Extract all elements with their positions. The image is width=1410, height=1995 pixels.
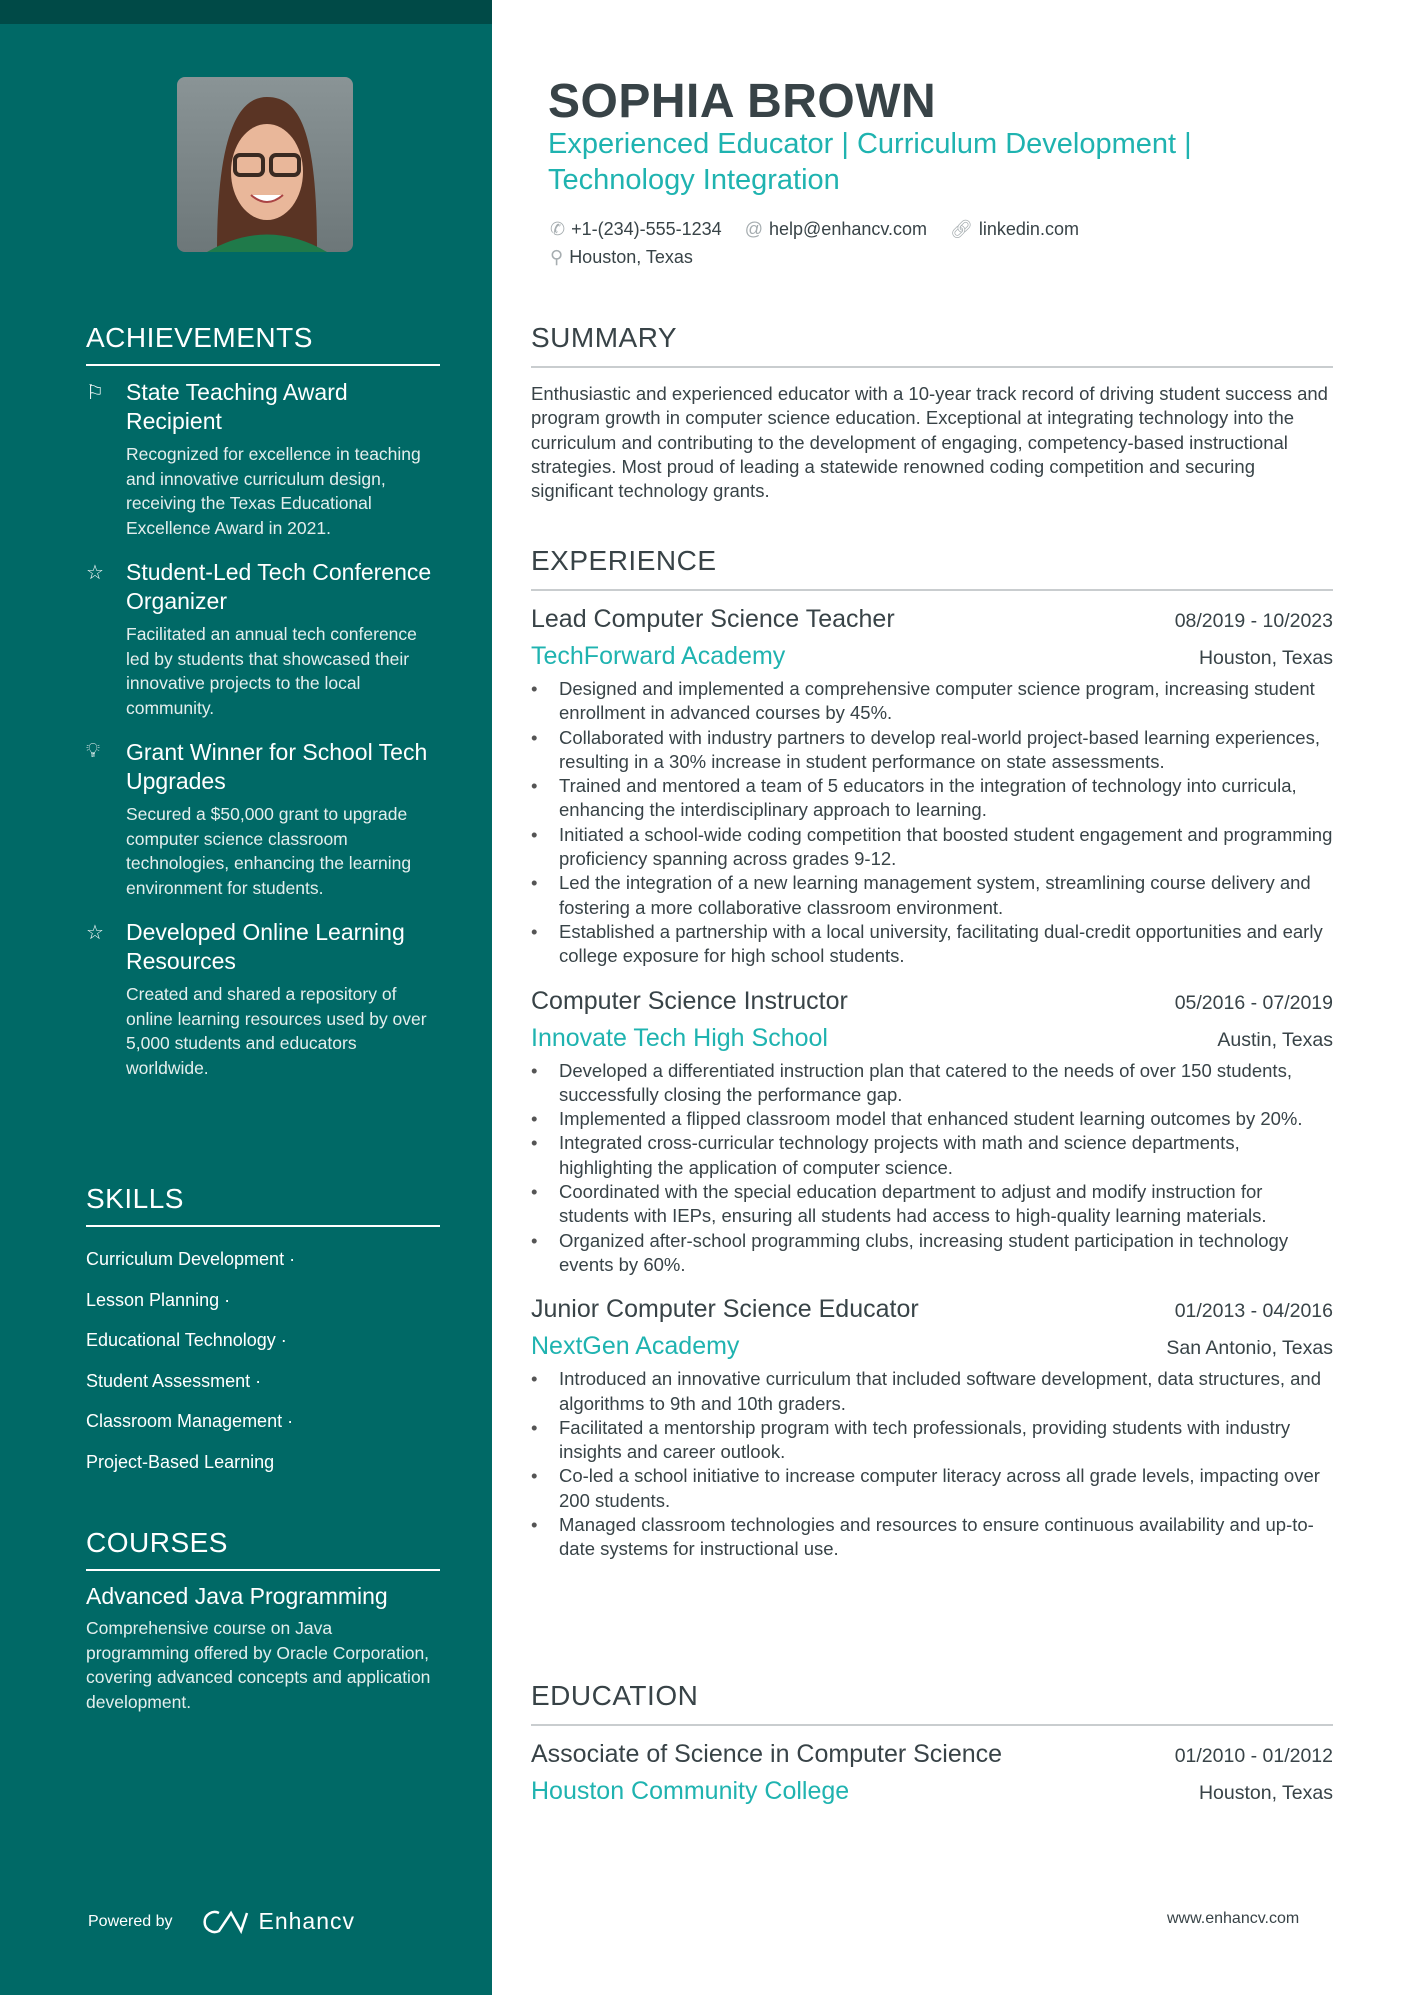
courses-section bbox=[86, 1527, 440, 1714]
skill-item: Classroom Management · bbox=[86, 1411, 294, 1431]
experience-heading: EXPERIENCE bbox=[531, 545, 1333, 591]
email[interactable] bbox=[745, 219, 927, 239]
job-bullet: • Developed a differentiated instruction plan that catered to the needs of over 150 students, successfully closing the performance gap. bbox=[531, 1059, 1333, 1108]
skills-section bbox=[86, 1183, 440, 1492]
enhancv-logo-icon bbox=[201, 1909, 249, 1935]
achievement-description: Secured a $50,000 grant to upgrade computer science classroom technologies, enhancing the learning environment for students. bbox=[126, 804, 412, 898]
job-location: San Antonio, Texas bbox=[1166, 1337, 1333, 1360]
company-name: TechForward Academy bbox=[531, 642, 786, 670]
summary-section bbox=[531, 322, 1333, 503]
job-bullets bbox=[531, 1059, 1333, 1278]
achievement-description: Created and shared a repository of online learning resources used by over 5,000 students and educators worldwide. bbox=[126, 984, 427, 1078]
job-bullet: • Trained and mentored a team of 5 educators in the integration of technology into curricula, enhancing the interdisciplinary approach to learning. bbox=[531, 774, 1333, 823]
job-bullet: • Organized after-school programming clubs, increasing student participation in technology events by 60%. bbox=[531, 1229, 1333, 1278]
summary-heading: SUMMARY bbox=[531, 322, 1333, 368]
candidate-name: SOPHIA BROWN bbox=[548, 75, 937, 128]
skill-item: Educational Technology · bbox=[86, 1330, 287, 1350]
skill-item: Project-Based Learning bbox=[86, 1451, 275, 1472]
link-text: linkedin.com bbox=[978, 219, 1079, 239]
achievement-item bbox=[86, 918, 440, 1080]
company-name: Innovate Tech High School bbox=[531, 1023, 828, 1052]
contact-info bbox=[550, 215, 1330, 271]
education-heading: EDUCATION bbox=[531, 1680, 1333, 1726]
powered-by-label: Powered by bbox=[88, 1912, 173, 1930]
job-bullet: • Collaborated with industry partners to develop real-world project-based learning experiences, resulting in a 30% increase in student performance on state assessments. bbox=[531, 726, 1333, 775]
job-bullet: • Coordinated with the special education department to adjust and modify instruction for students with IEPs, ensuring all students had access to high-quality learning materials. bbox=[531, 1180, 1333, 1229]
achievement-title: Student-Led Tech Conference Organizer bbox=[126, 559, 432, 614]
job-title: Computer Science Instructor bbox=[531, 986, 848, 1015]
phone-icon: ✆ bbox=[550, 219, 566, 239]
location bbox=[550, 247, 693, 267]
profile-photo bbox=[177, 77, 353, 252]
job-bullet: • Established a partnership with a local university, facilitating dual-credit opportunities and early college exposure for high school students. bbox=[531, 920, 1333, 969]
job-location: Houston, Texas bbox=[1198, 647, 1333, 669]
degree: Associate of Science in Computer Science bbox=[531, 1740, 1003, 1768]
website-link[interactable]: www.enhancv.com bbox=[1167, 1910, 1300, 1927]
link-icon: 🔗︎ bbox=[950, 219, 973, 239]
job-bullet: • Designed and implemented a comprehensive computer science program, increasing student enrollment in advanced courses by 45%. bbox=[531, 677, 1333, 726]
location-text: Houston, Texas bbox=[569, 247, 693, 267]
education-section bbox=[531, 1680, 1333, 1806]
achievement-title: Grant Winner for School Tech Upgrades bbox=[126, 739, 428, 794]
job-bullet: • Facilitated a mentorship program with tech professionals, providing students with industry insights and career outlook. bbox=[531, 1416, 1333, 1465]
job-bullets bbox=[531, 1367, 1333, 1561]
achievement-title: State Teaching Award Recipient bbox=[126, 379, 348, 434]
star-icon: ☆ bbox=[86, 562, 104, 584]
job-bullet: • Led the integration of a new learning management system, streamlining course delivery and fostering a more collaborative classroom environment. bbox=[531, 871, 1333, 920]
job-bullet: • Managed classroom technologies and resources to ensure continuous availability and up-to-date systems for instructional use. bbox=[531, 1513, 1333, 1562]
job-location: Austin, Texas bbox=[1217, 1028, 1333, 1051]
at-icon: @ bbox=[744, 219, 763, 239]
school: Houston Community College bbox=[531, 1777, 850, 1805]
skill-item: Curriculum Development · bbox=[86, 1249, 296, 1269]
location-pin-icon: ⚲ bbox=[550, 247, 564, 267]
phone[interactable] bbox=[550, 219, 722, 239]
job-title: Lead Computer Science Teacher bbox=[531, 605, 895, 633]
sidebar-top-band bbox=[0, 0, 492, 24]
job-dates: 01/2013 - 04/2016 bbox=[1174, 1300, 1333, 1323]
job-title: Junior Computer Science Educator bbox=[531, 1295, 919, 1324]
job-bullet: • Implemented a flipped classroom model that enhanced student learning outcomes by 20%. bbox=[531, 1107, 1333, 1131]
achievements-section bbox=[86, 322, 440, 1098]
company-name: NextGen Academy bbox=[531, 1332, 740, 1361]
education-dates: 01/2010 - 01/2012 bbox=[1174, 1745, 1333, 1767]
summary-text: Enthusiastic and experienced educator with a 10-year track record of driving student success and program growth in computer science education. Exceptional at integrating technology into the curriculum and contributing to the development of engaging, competency-based instructional strategies. Most proud of leading a statewide renowned coding competition and securing significant technology grants. bbox=[531, 383, 1328, 502]
email-text: help@enhancv.com bbox=[769, 219, 928, 239]
skills-heading: SKILLS bbox=[86, 1183, 440, 1227]
job-entry bbox=[531, 605, 1333, 969]
phone-text: +1-(234)-555-1234 bbox=[571, 219, 722, 239]
enhancv-brand: Enhancv bbox=[258, 1908, 356, 1934]
course-title: Advanced Java Programming bbox=[86, 1583, 388, 1609]
achievement-description: Facilitated an annual tech conference led by students that showcased their innovative projects to the local community. bbox=[126, 624, 417, 718]
achievement-item bbox=[86, 558, 440, 720]
job-bullet: • Co-led a school initiative to increase computer literacy across all grade levels, impacting over 200 students. bbox=[531, 1464, 1333, 1513]
flag-icon: ⚐ bbox=[86, 382, 104, 404]
achievement-description: Recognized for excellence in teaching and innovative curriculum design, receiving the Texas Educational Excellence Award in 2021. bbox=[126, 444, 421, 538]
skill-item: Lesson Planning · bbox=[86, 1289, 231, 1310]
achievements-heading: ACHIEVEMENTS bbox=[86, 322, 440, 366]
headline: Experienced Educator | Curriculum Development | Technology Integration bbox=[548, 128, 1192, 196]
job-dates: 05/2016 - 07/2019 bbox=[1174, 991, 1333, 1014]
job-bullet: • Integrated cross-curricular technology projects with math and science departments, highlighting the application of computer science. bbox=[531, 1131, 1333, 1180]
lightbulb-icon: 💡︎ bbox=[86, 740, 100, 762]
education-location: Houston, Texas bbox=[1198, 1782, 1333, 1804]
job-bullet: • Introduced an innovative curriculum that included software development, data structures, and algorithms to 9th and 10th graders. bbox=[531, 1367, 1333, 1416]
course-description: Comprehensive course on Java programming offered by Oracle Corporation, covering advanced concepts and application development. bbox=[86, 1618, 431, 1712]
achievement-item bbox=[86, 738, 440, 900]
job-bullet: • Initiated a school-wide coding competition that boosted student engagement and programming proficiency spanning across grades 9-12. bbox=[531, 823, 1333, 872]
achievement-title: Developed Online Learning Resources bbox=[126, 919, 405, 974]
courses-heading: COURSES bbox=[86, 1527, 440, 1571]
job-entry bbox=[531, 987, 1333, 1278]
enhancv-logo[interactable] bbox=[201, 1908, 356, 1935]
skill-item: Student Assessment · bbox=[86, 1370, 262, 1391]
job-bullets bbox=[531, 677, 1333, 969]
job-entry bbox=[531, 1295, 1333, 1561]
achievement-item bbox=[86, 378, 440, 540]
linkedin-link[interactable] bbox=[950, 219, 1079, 239]
job-dates: 08/2019 - 10/2023 bbox=[1174, 610, 1333, 632]
star-icon: ☆ bbox=[86, 922, 104, 944]
powered-by bbox=[88, 1908, 355, 1935]
experience-section bbox=[531, 545, 1333, 1580]
